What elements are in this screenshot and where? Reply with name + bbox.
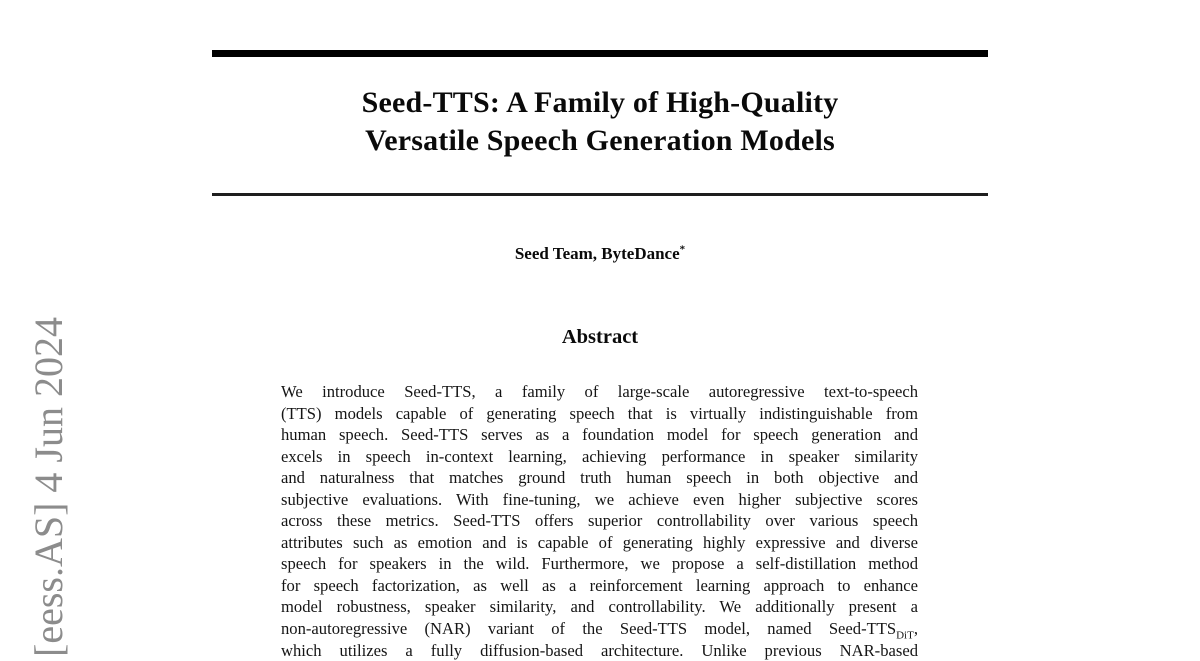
- abstract-line: (TTS) models capable of generating speech that is virtually indistinguishable from: [281, 403, 918, 423]
- authors-text: Seed Team, ByteDance: [514, 244, 680, 263]
- paper-title: [0, 84, 1200, 160]
- author-affiliation-mark: *: [679, 243, 686, 256]
- abstract-line: We introduce Seed-TTS, a family of large-scale autoregressive text-to-speech: [281, 382, 918, 401]
- abstract-line: human speech. Seed-TTS serves as a foundation model for speech generation and: [281, 425, 918, 445]
- abstract-line: which utilizes a fully diffusion-based architecture. Unlike previous NAR-based: [281, 640, 918, 660]
- abstract-line: attributes such as emotion and is capable of generating highly expressive and diverse: [281, 532, 918, 552]
- authors-line: [0, 244, 1200, 264]
- abstract-line: model robustness, speaker similarity, and controllability. We additionally present a: [281, 597, 918, 617]
- abstract-text: [281, 381, 918, 661]
- abstract-line: subjective evaluations. With fine-tuning, we achieve even higher subjective scores: [281, 489, 918, 509]
- title-rule-top: [212, 50, 988, 57]
- abstract-line: for speech factorization, as well as a reinforcement learning approach to enhance: [281, 575, 918, 595]
- paper-title-line2: Versatile Speech Generation Models: [365, 124, 835, 157]
- abstract-line: across these metrics. Seed-TTS offers superior controllability over various speech: [281, 511, 918, 531]
- paper-title-line1: Seed-TTS: A Family of High-Quality: [361, 86, 839, 119]
- abstract-line: excels in speech in-context learning, achieving performance in speaker similarity: [281, 446, 918, 466]
- abstract-line: non-autoregressive (NAR) variant of the Seed-TTS model, named Seed-$TTS_{DiT}$,: [281, 619, 918, 640]
- title-rule-bottom: [212, 193, 988, 196]
- arxiv-stamp: [eess.AS] 4 Jun 2024: [26, 317, 71, 657]
- abstract-heading: Abstract: [561, 326, 639, 348]
- abstract-line: and naturalness that matches ground truth human speech in both objective and: [281, 468, 918, 488]
- abstract-line: speech for speakers in the wild. Furthermore, we propose a self-distillation method: [281, 554, 918, 574]
